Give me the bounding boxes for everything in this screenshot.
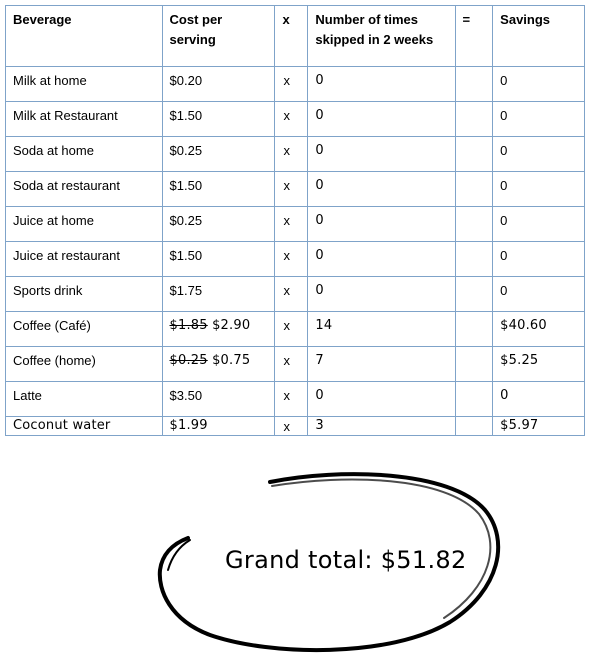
table-row (6, 67, 585, 102)
header-times: x (275, 6, 308, 67)
cell-beverage: Sports drink (6, 277, 163, 312)
cell-beverage: Soda at restaurant (6, 172, 163, 207)
table-row (6, 382, 585, 417)
cell-equals (455, 172, 493, 207)
cell-beverage: Coffee (Café) (6, 312, 163, 347)
cell-equals (455, 347, 493, 382)
cell-number: 0 (308, 207, 455, 242)
old-cost: $1.85 (169, 318, 208, 333)
header-cost: Cost per serving (162, 6, 275, 67)
grand-total-text: Grand total: $51.82 (225, 546, 467, 574)
cell-equals (455, 382, 493, 417)
cell-savings: $5.25 (493, 347, 585, 382)
cell-beverage: Coffee (home) (6, 347, 163, 382)
table-row (6, 207, 585, 242)
cell-cost (162, 102, 275, 137)
cell-savings: 0 (493, 382, 585, 417)
cell-cost (162, 67, 275, 102)
table-row (6, 172, 585, 207)
cell-times: x (275, 347, 308, 382)
cell-cost (162, 277, 275, 312)
table-row (6, 312, 585, 347)
header-equals: = (455, 6, 493, 67)
cell-number: 0 (308, 242, 455, 277)
cell-number: 0 (308, 277, 455, 312)
current-cost: $0.25 (169, 213, 203, 228)
cell-equals (455, 417, 493, 436)
cell-times: x (275, 102, 308, 137)
cell-equals (455, 277, 493, 312)
cell-times: x (275, 417, 308, 436)
cell-savings: 0 (493, 207, 585, 242)
cell-number: 7 (308, 347, 455, 382)
cell-savings: 0 (493, 67, 585, 102)
cell-beverage: Juice at home (6, 207, 163, 242)
current-cost: $1.75 (169, 283, 203, 298)
table-row (6, 102, 585, 137)
cell-equals (455, 312, 493, 347)
cell-times: x (275, 277, 308, 312)
cell-equals (455, 207, 493, 242)
cell-savings: 0 (493, 277, 585, 312)
cell-beverage: Juice at restaurant (6, 242, 163, 277)
beverage-savings-table (5, 5, 585, 436)
old-cost: $0.25 (169, 353, 208, 368)
cell-number: 0 (308, 67, 455, 102)
header-number: Number of times skipped in 2 weeks (308, 6, 455, 67)
cell-cost (162, 382, 275, 417)
header-beverage: Beverage (6, 6, 163, 67)
cell-cost (162, 242, 275, 277)
cell-beverage: Milk at Restaurant (6, 102, 163, 137)
current-cost: $1.99 (169, 418, 208, 433)
current-cost: $0.75 (212, 353, 251, 368)
current-cost: $0.20 (169, 73, 203, 88)
cell-cost (162, 347, 275, 382)
cell-times: x (275, 207, 308, 242)
cell-equals (455, 137, 493, 172)
grand-total-callout (150, 460, 510, 660)
cell-number: 14 (308, 312, 455, 347)
cell-number: 3 (308, 417, 455, 436)
current-cost: $1.50 (169, 108, 203, 123)
cell-beverage: Soda at home (6, 137, 163, 172)
cell-beverage: Latte (6, 382, 163, 417)
cell-equals (455, 102, 493, 137)
cell-savings: $5.97 (493, 417, 585, 436)
table-row (6, 242, 585, 277)
cell-savings: 0 (493, 137, 585, 172)
cell-number: 0 (308, 172, 455, 207)
cell-cost (162, 172, 275, 207)
cell-savings: 0 (493, 102, 585, 137)
current-cost: $1.50 (169, 248, 203, 263)
current-cost: $0.25 (169, 143, 203, 158)
cell-cost (162, 417, 275, 436)
table-row (6, 417, 585, 436)
current-cost: $1.50 (169, 178, 203, 193)
cell-beverage: Milk at home (6, 67, 163, 102)
cell-times: x (275, 242, 308, 277)
cell-cost (162, 207, 275, 242)
cell-cost (162, 312, 275, 347)
cell-equals (455, 242, 493, 277)
table-row (6, 347, 585, 382)
cell-times: x (275, 67, 308, 102)
cell-savings: $40.60 (493, 312, 585, 347)
cell-times: x (275, 137, 308, 172)
cell-savings: 0 (493, 242, 585, 277)
header-row (6, 6, 585, 67)
cell-times: x (275, 312, 308, 347)
cell-number: 0 (308, 102, 455, 137)
current-cost: $2.90 (212, 318, 251, 333)
cell-cost (162, 137, 275, 172)
cell-times: x (275, 172, 308, 207)
cell-number: 0 (308, 137, 455, 172)
header-savings: Savings (493, 6, 585, 67)
table-row (6, 137, 585, 172)
cell-beverage: Coconut water (6, 417, 163, 436)
cell-equals (455, 67, 493, 102)
current-cost: $3.50 (169, 388, 203, 403)
cell-times: x (275, 382, 308, 417)
cell-number: 0 (308, 382, 455, 417)
table-row (6, 277, 585, 312)
cell-savings: 0 (493, 172, 585, 207)
